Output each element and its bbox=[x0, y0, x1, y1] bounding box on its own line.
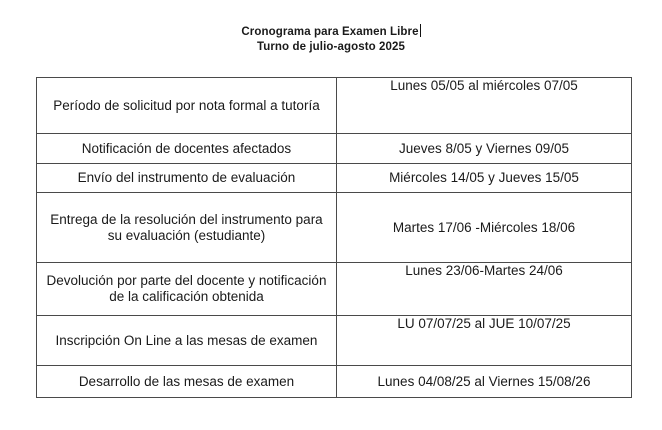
dates-cell: LU 07/07/25 al JUE 10/07/25 bbox=[337, 316, 632, 366]
table-row bbox=[37, 134, 632, 164]
activity-cell: Devolución por parte del docente y notificación de la calificación obtenida bbox=[37, 263, 337, 316]
table-row bbox=[37, 316, 632, 366]
document-title: Cronograma para Examen Libre bbox=[241, 26, 419, 38]
table-row bbox=[37, 164, 632, 193]
dates-cell: Miércoles 14/05 y Jueves 15/05 bbox=[337, 164, 632, 193]
table-row bbox=[37, 366, 632, 398]
document-title-line[interactable] bbox=[0, 24, 662, 40]
table-row bbox=[37, 193, 632, 263]
table-row bbox=[37, 263, 632, 316]
table-row bbox=[37, 78, 632, 134]
dates-cell: Lunes 05/05 al miércoles 07/05 bbox=[337, 78, 632, 134]
activity-cell: Envío del instrumento de evaluación bbox=[37, 164, 337, 193]
activity-cell: Notificación de docentes afectados bbox=[37, 134, 337, 164]
text-cursor bbox=[420, 24, 421, 37]
schedule-table bbox=[36, 77, 632, 398]
document-subtitle: Turno de julio-agosto 2025 bbox=[256, 41, 406, 53]
dates-cell: Lunes 04/08/25 al Viernes 15/08/26 bbox=[337, 366, 632, 398]
document-header bbox=[0, 24, 662, 55]
dates-cell: Martes 17/06 -Miércoles 18/06 bbox=[337, 193, 632, 263]
dates-cell: Lunes 23/06-Martes 24/06 bbox=[337, 263, 632, 316]
activity-cell: Período de solicitud por nota formal a tutoría bbox=[37, 78, 337, 134]
activity-cell: Entrega de la resolución del instrumento para su evaluación (estudiante) bbox=[37, 193, 337, 263]
activity-cell: Inscripción On Line a las mesas de examen bbox=[37, 316, 337, 366]
activity-cell: Desarrollo de las mesas de examen bbox=[37, 366, 337, 398]
dates-cell: Jueves 8/05 y Viernes 09/05 bbox=[337, 134, 632, 164]
